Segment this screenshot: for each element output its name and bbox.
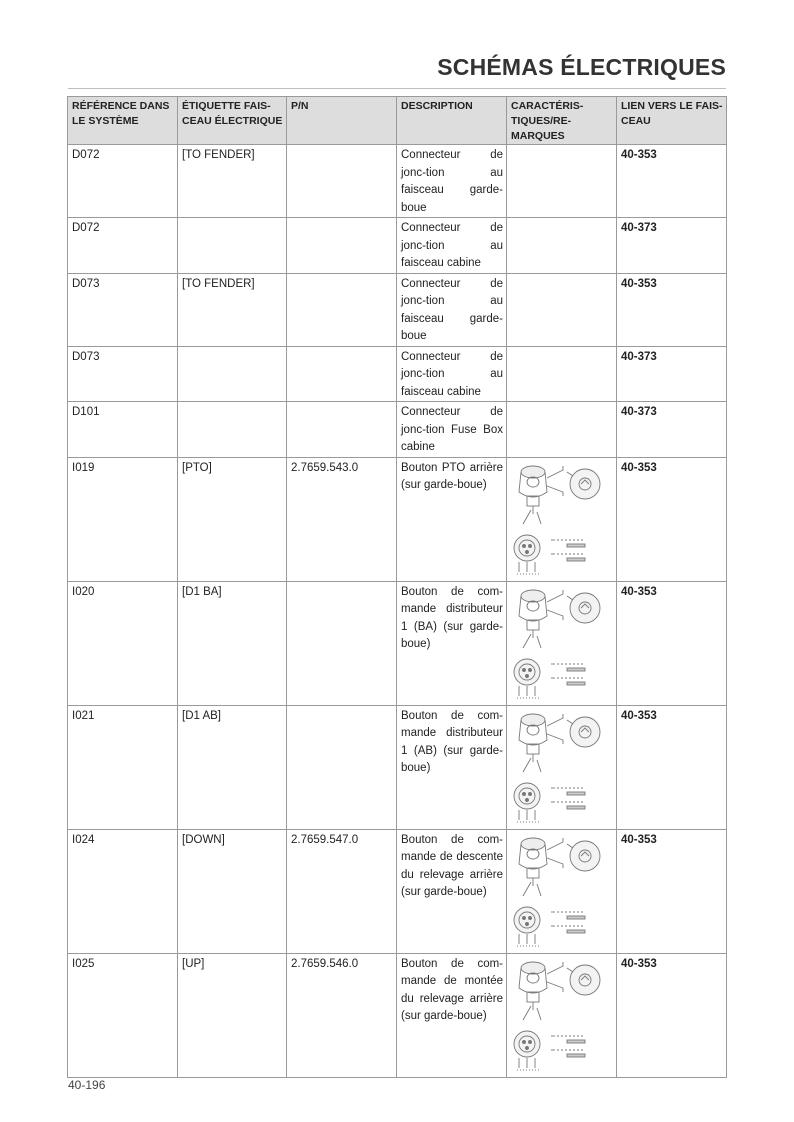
switch-diagram-image (511, 710, 613, 824)
characteristics-cell (507, 829, 617, 953)
table-row (68, 273, 727, 346)
table-row (68, 581, 727, 705)
characteristics-cell (507, 457, 617, 581)
switch-diagram-image (511, 462, 613, 576)
title-divider (68, 88, 726, 89)
table-row (68, 953, 727, 1077)
harness-link-cell: 40-353 (617, 273, 727, 346)
part-number-cell: 2.7659.547.0 (287, 829, 397, 953)
harness-link-cell: 40-353 (617, 581, 727, 705)
harness-link-cell: 40-373 (617, 402, 727, 458)
switch-diagram-image (511, 586, 613, 700)
table-row (68, 218, 727, 274)
reference-cell: I025 (68, 953, 178, 1077)
page-title: SCHÉMAS ÉLECTRIQUES (437, 54, 726, 80)
characteristics-cell (507, 218, 617, 274)
reference-cell: I021 (68, 705, 178, 829)
characteristics-cell (507, 402, 617, 458)
connector-table (67, 96, 727, 1078)
harness-link-cell: 40-353 (617, 953, 727, 1077)
reference-cell: D072 (68, 145, 178, 218)
column-header-characteristics: CARACTÉRIS-TIQUES/RE-MARQUES (507, 97, 617, 145)
harness-label-cell (178, 402, 287, 458)
description-cell: Connecteur de jonc-tion au faisceau garde-boue (397, 145, 507, 218)
harness-label-cell: [D1 BA] (178, 581, 287, 705)
harness-link-cell: 40-353 (617, 705, 727, 829)
reference-cell: I024 (68, 829, 178, 953)
part-number-cell (287, 145, 397, 218)
column-header-harness-label: ÉTIQUETTE FAIS-CEAU ÉLECTRIQUE (178, 97, 287, 145)
description-cell: Bouton PTO arrière (sur garde-boue) (397, 457, 507, 581)
description-cell: Bouton de com-mande de descente du relevage arrière (sur garde-boue) (397, 829, 507, 953)
reference-cell: I020 (68, 581, 178, 705)
description-cell: Connecteur de jonc-tion au faisceau cabine (397, 346, 507, 402)
characteristics-cell (507, 273, 617, 346)
description-cell: Connecteur de jonc-tion au faisceau cabine (397, 218, 507, 274)
reference-cell: D072 (68, 218, 178, 274)
harness-label-cell (178, 218, 287, 274)
harness-link-cell: 40-353 (617, 457, 727, 581)
harness-link-cell: 40-353 (617, 145, 727, 218)
characteristics-cell (507, 581, 617, 705)
harness-label-cell: [D1 AB] (178, 705, 287, 829)
harness-label-cell: [TO FENDER] (178, 273, 287, 346)
harness-link-cell: 40-353 (617, 829, 727, 953)
table-row (68, 402, 727, 458)
characteristics-cell (507, 145, 617, 218)
column-header-description: DESCRIPTION (397, 97, 507, 145)
harness-label-cell: [PTO] (178, 457, 287, 581)
description-cell: Connecteur de jonc-tion au faisceau garde-boue (397, 273, 507, 346)
description-cell: Connecteur de jonc-tion Fuse Box cabine (397, 402, 507, 458)
table-row (68, 346, 727, 402)
characteristics-cell (507, 705, 617, 829)
page-number: 40-196 (68, 1078, 106, 1092)
reference-cell: I019 (68, 457, 178, 581)
part-number-cell (287, 705, 397, 829)
characteristics-cell (507, 953, 617, 1077)
part-number-cell (287, 346, 397, 402)
harness-link-cell: 40-373 (617, 218, 727, 274)
description-cell: Bouton de com-mande distributeur 1 (AB) (sur garde-boue) (397, 705, 507, 829)
harness-label-cell: [UP] (178, 953, 287, 1077)
table-row (68, 145, 727, 218)
reference-cell: D073 (68, 273, 178, 346)
part-number-cell (287, 581, 397, 705)
table-header-row (68, 97, 727, 145)
description-cell: Bouton de com-mande distributeur 1 (BA) (sur garde-boue) (397, 581, 507, 705)
harness-label-cell (178, 346, 287, 402)
harness-label-cell: [TO FENDER] (178, 145, 287, 218)
column-header-reference: RÉFÉRENCE DANS LE SYSTÈME (68, 97, 178, 145)
column-header-harness-link: LIEN VERS LE FAIS-CEAU (617, 97, 727, 145)
description-cell: Bouton de com-mande de montée du relevage arrière (sur garde-boue) (397, 953, 507, 1077)
table-row (68, 705, 727, 829)
switch-diagram-image (511, 958, 613, 1072)
characteristics-cell (507, 346, 617, 402)
table-row (68, 457, 727, 581)
harness-link-cell: 40-373 (617, 346, 727, 402)
part-number-cell: 2.7659.546.0 (287, 953, 397, 1077)
part-number-cell: 2.7659.543.0 (287, 457, 397, 581)
column-header-part-number: P/N (287, 97, 397, 145)
harness-label-cell: [DOWN] (178, 829, 287, 953)
table-row (68, 829, 727, 953)
reference-cell: D101 (68, 402, 178, 458)
part-number-cell (287, 273, 397, 346)
part-number-cell (287, 402, 397, 458)
reference-cell: D073 (68, 346, 178, 402)
part-number-cell (287, 218, 397, 274)
switch-diagram-image (511, 834, 613, 948)
